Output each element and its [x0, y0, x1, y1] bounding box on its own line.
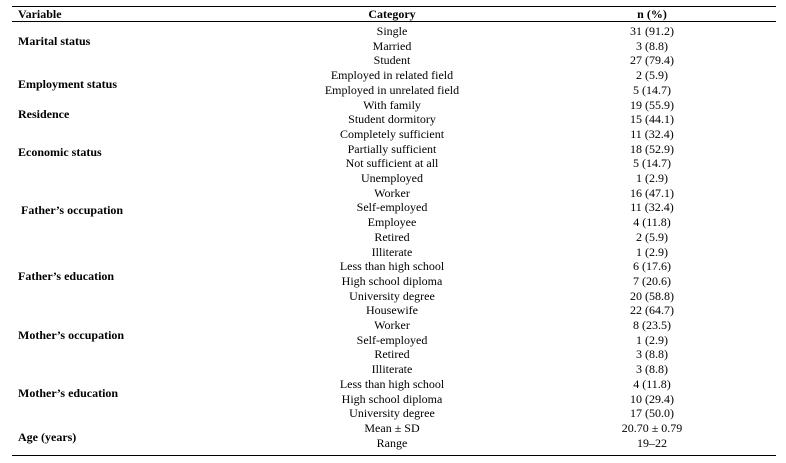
n-percent-cell: 1 (2.9) [636, 171, 668, 185]
category-cell: High school diploma [341, 391, 443, 406]
category-cell: Self-employed [356, 200, 428, 215]
table-bottom-rule [12, 455, 776, 456]
category-cell: Employee [367, 215, 417, 230]
n-percent-cell: 11 (32.4) [630, 200, 674, 215]
category-cell: Married [372, 38, 412, 53]
n-percent-cell: 10 (29.4) [630, 391, 674, 406]
category-cell: Employed in related field [330, 68, 454, 83]
category-cell: Retired [374, 229, 410, 244]
n-percent-cell: 31 (91.2) [630, 24, 674, 38]
n-percent-cell: 19–22 [637, 435, 667, 450]
n-percent-cell: 3 (8.8) [636, 38, 668, 53]
category-cell: University degree [349, 288, 435, 303]
category-cell: Partially sufficient [347, 141, 437, 156]
variable-label: Employment status [18, 77, 118, 91]
category-cell: Worker [374, 185, 410, 200]
category-cell: Retired [374, 347, 410, 362]
variable-label: Mother’s education [18, 386, 119, 400]
category-cell: Illiterate [371, 244, 413, 259]
category-cell: Completely sufficient [339, 126, 445, 141]
n-percent-cell: 4 (11.8) [633, 376, 671, 391]
demographics-table [12, 6, 776, 456]
n-percent-cell: 1 (2.9) [636, 332, 668, 347]
variable-label: Mother’s occupation [18, 328, 125, 342]
n-percent-cell: 5 (14.7) [633, 82, 671, 97]
variable-label: Father’s occupation [21, 203, 124, 217]
n-percent-cell: 22 (64.7) [630, 303, 674, 318]
category-cell: Student [373, 53, 411, 68]
n-percent-cell: 15 (44.1) [630, 112, 674, 127]
table-header-rule [12, 21, 776, 22]
n-percent-cell: 3 (8.8) [636, 362, 668, 377]
n-percent-cell: 18 (52.9) [630, 141, 674, 156]
category-cell: Worker [374, 318, 410, 332]
category-cell: Illiterate [371, 362, 413, 377]
category-cell: Single [376, 24, 408, 38]
n-percent-cell: 7 (20.6) [633, 273, 671, 288]
n-percent-cell: 16 (47.1) [630, 185, 674, 200]
category-cell: High school diploma [341, 273, 443, 288]
category-cell: Range [376, 435, 408, 450]
variable-label: Marital status [18, 34, 91, 48]
n-percent-cell: 19 (55.9) [630, 97, 674, 112]
n-percent-cell: 4 (11.8) [633, 215, 671, 230]
n-percent-cell: 27 (79.4) [630, 53, 674, 68]
n-percent-cell: 6 (17.6) [633, 259, 671, 274]
variable-label: Economic status [18, 145, 102, 159]
n-percent-cell: 11 (32.4) [630, 126, 674, 141]
category-cell: Less than high school [339, 259, 445, 274]
header-category: Category [368, 7, 416, 21]
n-percent-cell: 2 (5.9) [636, 68, 668, 83]
category-cell: With family [363, 97, 421, 112]
n-percent-cell: 2 (5.9) [636, 229, 668, 244]
category-cell: Unemployed [361, 171, 423, 185]
n-percent-cell: 17 (50.0) [630, 406, 674, 421]
category-cell: Student dormitory [348, 112, 436, 127]
header-variable: Variable [18, 7, 62, 21]
category-cell: Housewife [366, 303, 418, 318]
category-cell: Employed in unrelated field [324, 82, 460, 97]
n-percent-cell: 5 (14.7) [633, 156, 671, 171]
n-percent-cell: 3 (8.8) [636, 347, 668, 362]
n-percent-cell: 1 (2.9) [636, 244, 668, 259]
n-percent-cell: 20 (58.8) [630, 288, 674, 303]
n-percent-cell: 20.70 ± 0.79 [621, 420, 683, 435]
category-cell: Mean ± SD [364, 420, 420, 435]
category-cell: Self-employed [356, 332, 428, 347]
header-n-percent: n (%) [637, 7, 667, 21]
category-cell: University degree [349, 406, 435, 421]
n-percent-cell: 8 (23.5) [633, 318, 671, 332]
variable-label: Father’s education [18, 269, 115, 283]
category-cell: Not sufficient at all [345, 156, 439, 171]
variable-label: Age (years) [18, 430, 77, 444]
variable-label: Residence [18, 107, 70, 121]
category-cell: Less than high school [339, 376, 445, 391]
